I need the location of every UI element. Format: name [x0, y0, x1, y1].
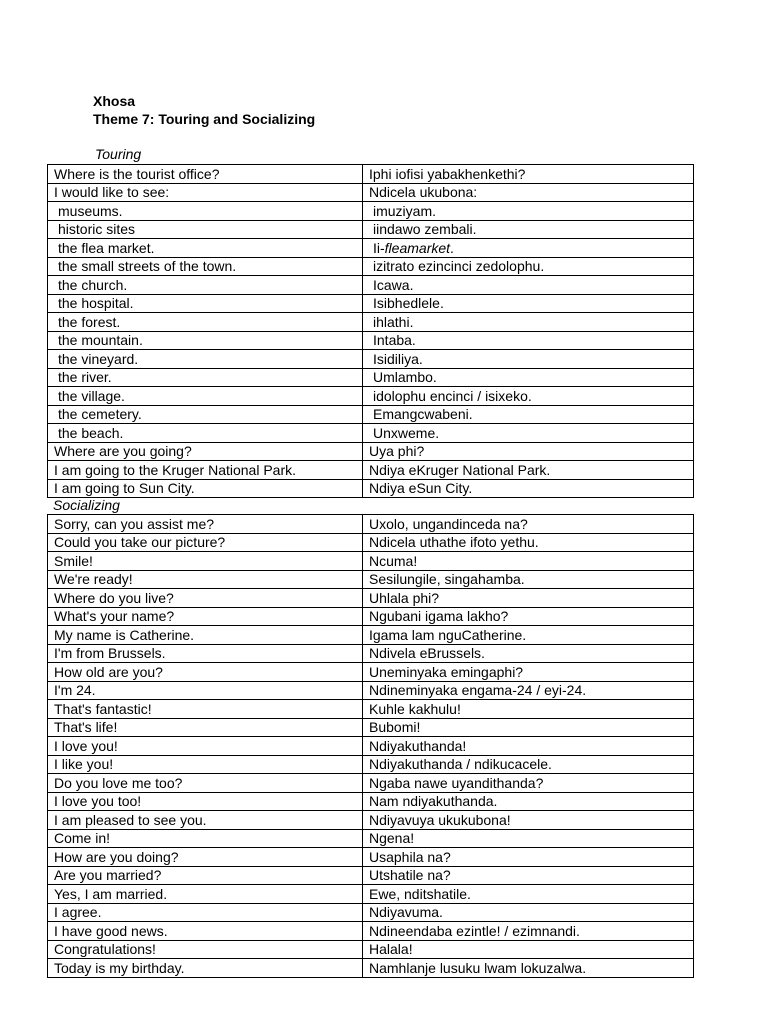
xhosa-phrase: Ewe, nditshatile.: [363, 885, 694, 904]
english-phrase: the forest.: [48, 313, 363, 332]
phrase-row: [48, 533, 694, 552]
english-phrase: I love you!: [48, 737, 363, 756]
xhosa-phrase: Uneminyaka emingaphi?: [363, 663, 694, 682]
xhosa-phrase: izitrato ezincinci zedolophu.: [363, 257, 694, 276]
english-phrase: Do you love me too?: [48, 774, 363, 793]
xhosa-phrase: Igama lam nguCatherine.: [363, 626, 694, 645]
english-phrase: the small streets of the town.: [48, 257, 363, 276]
phrase-row: [48, 515, 694, 534]
phrase-row: [48, 239, 694, 258]
xhosa-phrase: Ngena!: [363, 829, 694, 848]
phrase-row: [48, 220, 694, 239]
xhosa-phrase: Bubomi!: [363, 718, 694, 737]
touring-phrase-table: [47, 164, 694, 498]
phrase-row: [48, 461, 694, 480]
phrase-row: [48, 866, 694, 885]
socializing-section-label: Socializing: [53, 497, 120, 513]
phrase-row: [48, 700, 694, 719]
xhosa-phrase: Ndiyakuthanda!: [363, 737, 694, 756]
phrase-row: [48, 165, 694, 184]
phrase-row: [48, 755, 694, 774]
english-phrase: the river.: [48, 368, 363, 387]
english-phrase: Could you take our picture?: [48, 533, 363, 552]
phrase-row: [48, 589, 694, 608]
phrase-row: [48, 922, 694, 941]
phrase-row: [48, 313, 694, 332]
english-phrase: Where is the tourist office?: [48, 165, 363, 184]
xhosa-phrase: Ndicela ukubona:: [363, 183, 694, 202]
xhosa-phrase: Ndiyavuma.: [363, 903, 694, 922]
xhosa-phrase: Uxolo, ungandinceda na?: [363, 515, 694, 534]
english-phrase: Where are you going?: [48, 442, 363, 461]
xhosa-phrase: Nam ndiyakuthanda.: [363, 792, 694, 811]
xhosa-phrase: Unxweme.: [363, 424, 694, 443]
xhosa-phrase-suffix: .: [450, 239, 454, 256]
xhosa-phrase: Uhlala phi?: [363, 589, 694, 608]
xhosa-phrase: Usaphila na?: [363, 848, 694, 867]
english-phrase: I'm from Brussels.: [48, 644, 363, 663]
xhosa-phrase: Ndiyakuthanda / ndikucacele.: [363, 755, 694, 774]
xhosa-phrase: Ngubani igama lakho?: [363, 607, 694, 626]
english-phrase: museums.: [48, 202, 363, 221]
english-phrase: the mountain.: [48, 331, 363, 350]
xhosa-phrase: Ndiya eKruger National Park.: [363, 461, 694, 480]
phrase-row: [48, 257, 694, 276]
phrase-row: [48, 405, 694, 424]
xhosa-phrase: Kuhle kakhulu!: [363, 700, 694, 719]
phrase-row: [48, 663, 694, 682]
phrase-row: [48, 885, 694, 904]
xhosa-phrase: ihlathi.: [363, 313, 694, 332]
phrase-row: [48, 681, 694, 700]
phrase-row: [48, 959, 694, 978]
phrase-row: [48, 331, 694, 350]
xhosa-phrase: [363, 239, 694, 258]
xhosa-phrase-italic: fleamarket: [384, 239, 451, 256]
phrase-row: [48, 442, 694, 461]
xhosa-phrase: Uya phi?: [363, 442, 694, 461]
english-phrase: the church.: [48, 276, 363, 295]
english-phrase: What's your name?: [48, 607, 363, 626]
phrase-row: [48, 387, 694, 406]
xhosa-phrase: Umlambo.: [363, 368, 694, 387]
english-phrase: the village.: [48, 387, 363, 406]
english-phrase: Yes, I am married.: [48, 885, 363, 904]
english-phrase: the flea market.: [48, 239, 363, 258]
xhosa-phrase: Ndivela eBrussels.: [363, 644, 694, 663]
english-phrase: I am pleased to see you.: [48, 811, 363, 830]
english-phrase: How old are you?: [48, 663, 363, 682]
xhosa-phrase: Intaba.: [363, 331, 694, 350]
xhosa-phrase: Iphi iofisi yabakhenkethi?: [363, 165, 694, 184]
english-phrase: I agree.: [48, 903, 363, 922]
xhosa-phrase: iindawo zembali.: [363, 220, 694, 239]
english-phrase: Where do you live?: [48, 589, 363, 608]
xhosa-phrase: Ngaba nawe uyandithanda?: [363, 774, 694, 793]
xhosa-phrase: idolophu encinci / isixeko.: [363, 387, 694, 406]
english-phrase: Smile!: [48, 552, 363, 571]
xhosa-phrase: Utshatile na?: [363, 866, 694, 885]
document-language-title: Xhosa: [93, 93, 136, 109]
english-phrase: I like you!: [48, 755, 363, 774]
touring-section-label: Touring: [95, 146, 142, 162]
english-phrase: That's life!: [48, 718, 363, 737]
phrase-row: [48, 848, 694, 867]
document-theme-title: Theme 7: Touring and Socializing: [93, 111, 316, 127]
phrase-row: [48, 774, 694, 793]
english-phrase: I'm 24.: [48, 681, 363, 700]
english-phrase: historic sites: [48, 220, 363, 239]
xhosa-phrase: Ndiyavuya ukukubona!: [363, 811, 694, 830]
phrase-row: [48, 202, 694, 221]
xhosa-phrase: Icawa.: [363, 276, 694, 295]
english-phrase: Today is my birthday.: [48, 959, 363, 978]
english-phrase: That's fantastic!: [48, 700, 363, 719]
phrase-row: [48, 737, 694, 756]
xhosa-phrase: Namhlanje lusuku lwam lokuzalwa.: [363, 959, 694, 978]
socializing-phrase-table: [47, 514, 694, 978]
phrase-row: [48, 183, 694, 202]
xhosa-phrase: Ndiya eSun City.: [363, 479, 694, 498]
phrase-row: [48, 644, 694, 663]
phrase-row: [48, 424, 694, 443]
xhosa-phrase: Sesilungile, singahamba.: [363, 570, 694, 589]
phrase-row: [48, 792, 694, 811]
xhosa-phrase: Ndineminyaka engama-24 / eyi-24.: [363, 681, 694, 700]
english-phrase: the beach.: [48, 424, 363, 443]
english-phrase: We're ready!: [48, 570, 363, 589]
xhosa-phrase: Isidiliya.: [363, 350, 694, 369]
xhosa-phrase: Ncuma!: [363, 552, 694, 571]
phrase-row: [48, 940, 694, 959]
xhosa-phrase: Ndineendaba ezintle! / ezimnandi.: [363, 922, 694, 941]
phrase-row: [48, 368, 694, 387]
phrase-row: [48, 718, 694, 737]
english-phrase: I would like to see:: [48, 183, 363, 202]
english-phrase: I am going to the Kruger National Park.: [48, 461, 363, 480]
phrase-row: [48, 552, 694, 571]
phrase-row: [48, 811, 694, 830]
xhosa-phrase: imuziyam.: [363, 202, 694, 221]
english-phrase: Sorry, can you assist me?: [48, 515, 363, 534]
english-phrase: I have good news.: [48, 922, 363, 941]
phrase-row: [48, 607, 694, 626]
phrase-row: [48, 903, 694, 922]
xhosa-phrase: Emangcwabeni.: [363, 405, 694, 424]
english-phrase: Come in!: [48, 829, 363, 848]
xhosa-phrase: Isibhedlele.: [363, 294, 694, 313]
english-phrase: How are you doing?: [48, 848, 363, 867]
phrase-row: [48, 829, 694, 848]
phrase-row: [48, 479, 694, 498]
english-phrase: Congratulations!: [48, 940, 363, 959]
phrase-row: [48, 570, 694, 589]
english-phrase: My name is Catherine.: [48, 626, 363, 645]
xhosa-phrase-prefix: Ii-: [373, 239, 385, 256]
phrase-row: [48, 626, 694, 645]
english-phrase: the cemetery.: [48, 405, 363, 424]
english-phrase: the hospital.: [48, 294, 363, 313]
xhosa-phrase: Ndicela uthathe ifoto yethu.: [363, 533, 694, 552]
phrase-row: [48, 294, 694, 313]
english-phrase: I am going to Sun City.: [48, 479, 363, 498]
phrase-row: [48, 276, 694, 295]
english-phrase: Are you married?: [48, 866, 363, 885]
english-phrase: the vineyard.: [48, 350, 363, 369]
xhosa-phrase: Halala!: [363, 940, 694, 959]
english-phrase: I love you too!: [48, 792, 363, 811]
phrase-row: [48, 350, 694, 369]
